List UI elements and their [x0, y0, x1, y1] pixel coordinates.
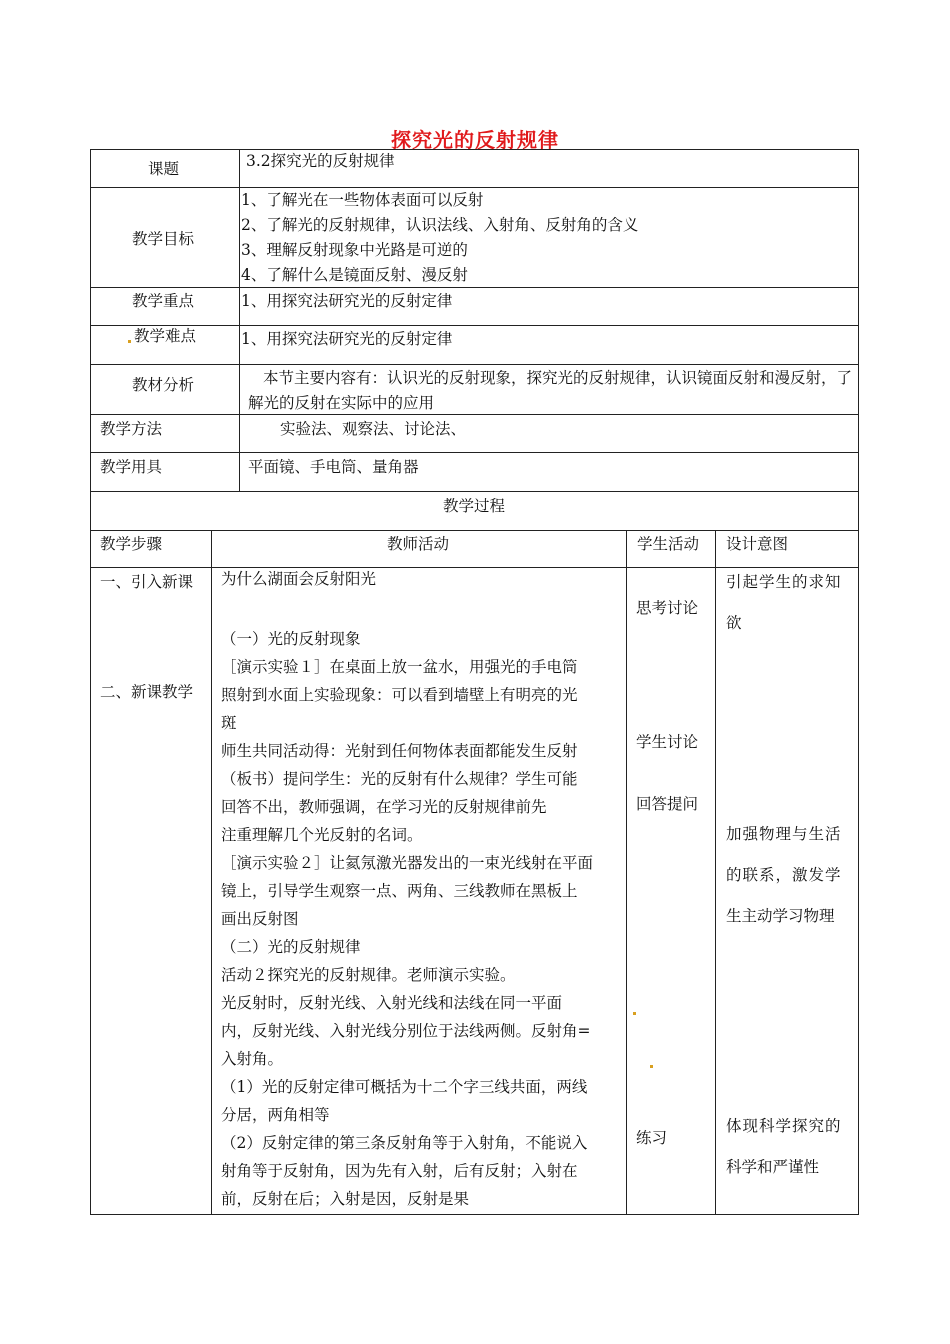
scan-speck: [128, 340, 131, 343]
row-divider: [90, 491, 859, 492]
document-title: 探究光的反射规律: [391, 128, 559, 152]
teacher-line: 入射角。: [221, 1050, 284, 1068]
teacher-line: 镜上，引导学生观察一点、两角、三线教师在黑板上: [221, 882, 578, 900]
column-header: 学生活动: [637, 535, 700, 553]
key-point-value: 1、用探究法研究光的反射定律: [241, 292, 453, 310]
row-divider: [90, 187, 859, 188]
objective-item: 2、了解光的反射规律，认识法线、入射角、反射角的含义: [241, 216, 639, 234]
teacher-activity: [221, 568, 376, 590]
teacher-line: （1）光的反射定律可概括为十二个字三线共面，两线: [221, 1078, 588, 1096]
design-intent: 欲: [726, 614, 742, 632]
topic-value: 3.2探究光的反射规律: [246, 152, 395, 170]
method-label: 教学方法: [100, 420, 163, 438]
material-value: 本节主要内容有：认识光的反射现象，探究光的反射规律，认识镜面反射和漫反射，了解光的反射在实际中的应用: [248, 369, 853, 412]
teacher-line: 注重理解几个光反射的名词。: [221, 826, 423, 844]
teacher-activity-body: [221, 625, 593, 1213]
row-divider: [90, 452, 859, 453]
design-intent: 的联系，激发学: [726, 866, 842, 884]
teacher-line: （二）光的反射规律: [221, 938, 361, 956]
student-activity: 学生讨论: [636, 733, 699, 751]
difficulty-label: 教学难点: [134, 327, 197, 345]
design-intent: 体现科学探究的: [726, 1117, 842, 1135]
student-activity: 练习: [636, 1129, 668, 1147]
teacher-line: 师生共同活动得：光射到任何物体表面都能发生反射: [221, 742, 578, 760]
column-divider: [211, 530, 212, 1215]
column-divider: [239, 149, 240, 491]
teacher-line: 光反射时，反射光线、入射光线和法线在同一平面: [221, 994, 563, 1012]
teacher-line: 画出反射图: [221, 910, 299, 928]
difficulty-value: 1、用探究法研究光的反射定律: [241, 330, 453, 348]
teacher-line: 射角等于反射角，因为先有入射，后有反射；入射在: [221, 1162, 578, 1180]
column-divider: [626, 530, 627, 1215]
objectives-label: 教学目标: [132, 230, 195, 248]
teacher-line: （2）反射定律的第三条反射角等于入射角，不能说入: [221, 1134, 588, 1152]
design-intent: 生主动学习物理: [726, 907, 835, 925]
teacher-line: ［演示实验１］在桌面上放一盆水，用强光的手电筒: [221, 658, 578, 676]
teacher-line: 活动２探究光的反射规律。老师演示实验。: [221, 966, 516, 984]
step-label: 一、引入新课: [100, 573, 194, 591]
teacher-line: 前，反射在后；入射是因，反射是果: [221, 1190, 470, 1208]
column-header: 设计意图: [726, 535, 789, 553]
teacher-line: ［演示实验２］让氦氖激光器发出的一束光线射在平面: [221, 854, 594, 872]
teacher-line: （一）光的反射现象: [221, 630, 361, 648]
design-intent: 科学和严谨性: [726, 1158, 820, 1176]
teacher-line: 内，反射光线、入射光线分别位于法线两侧。反射角=: [221, 1022, 591, 1040]
objective-item: 3、理解反射现象中光路是可逆的: [241, 241, 468, 259]
row-divider: [90, 287, 859, 288]
column-divider: [715, 530, 716, 1215]
teacher-line: 回答不出，教师强调，在学习光的反射规律前先: [221, 798, 547, 816]
objective-item: 1、了解光在一些物体表面可以反射: [241, 191, 484, 209]
column-header: 教师活动: [387, 535, 450, 553]
student-activity: 思考讨论: [636, 599, 699, 617]
method-value: 实验法、观察法、讨论法、: [280, 420, 467, 438]
tools-label: 教学用具: [100, 458, 163, 476]
teacher-line: 照射到水面上实验现象：可以看到墙壁上有明亮的光: [221, 686, 578, 704]
teacher-line: 为什么湖面会反射阳光: [221, 570, 377, 588]
topic-label: 课题: [148, 160, 180, 178]
column-header: 教学步骤: [100, 535, 163, 553]
scan-speck: [633, 1012, 636, 1015]
teacher-line: （板书）提问学生：光的反射有什么规律？学生可能: [221, 770, 578, 788]
design-intent: 引起学生的求知: [726, 573, 842, 591]
student-activity: 回答提问: [636, 795, 699, 813]
material-label: 教材分析: [132, 376, 195, 394]
row-divider: [90, 325, 859, 326]
teacher-line: 分居，两角相等: [221, 1106, 330, 1124]
row-divider: [90, 530, 859, 531]
design-intent: 加强物理与生活: [726, 825, 842, 843]
step-label: 二、新课教学: [100, 683, 194, 701]
objective-item: 4、了解什么是镜面反射、漫反射: [241, 266, 468, 284]
tools-value: 平面镜、手电筒、量角器: [248, 458, 419, 476]
row-divider: [90, 364, 859, 365]
key-point-label: 教学重点: [132, 292, 195, 310]
scan-speck: [650, 1065, 653, 1068]
teacher-line: 斑: [221, 714, 237, 732]
process-heading: 教学过程: [443, 497, 506, 515]
row-divider: [90, 567, 859, 568]
